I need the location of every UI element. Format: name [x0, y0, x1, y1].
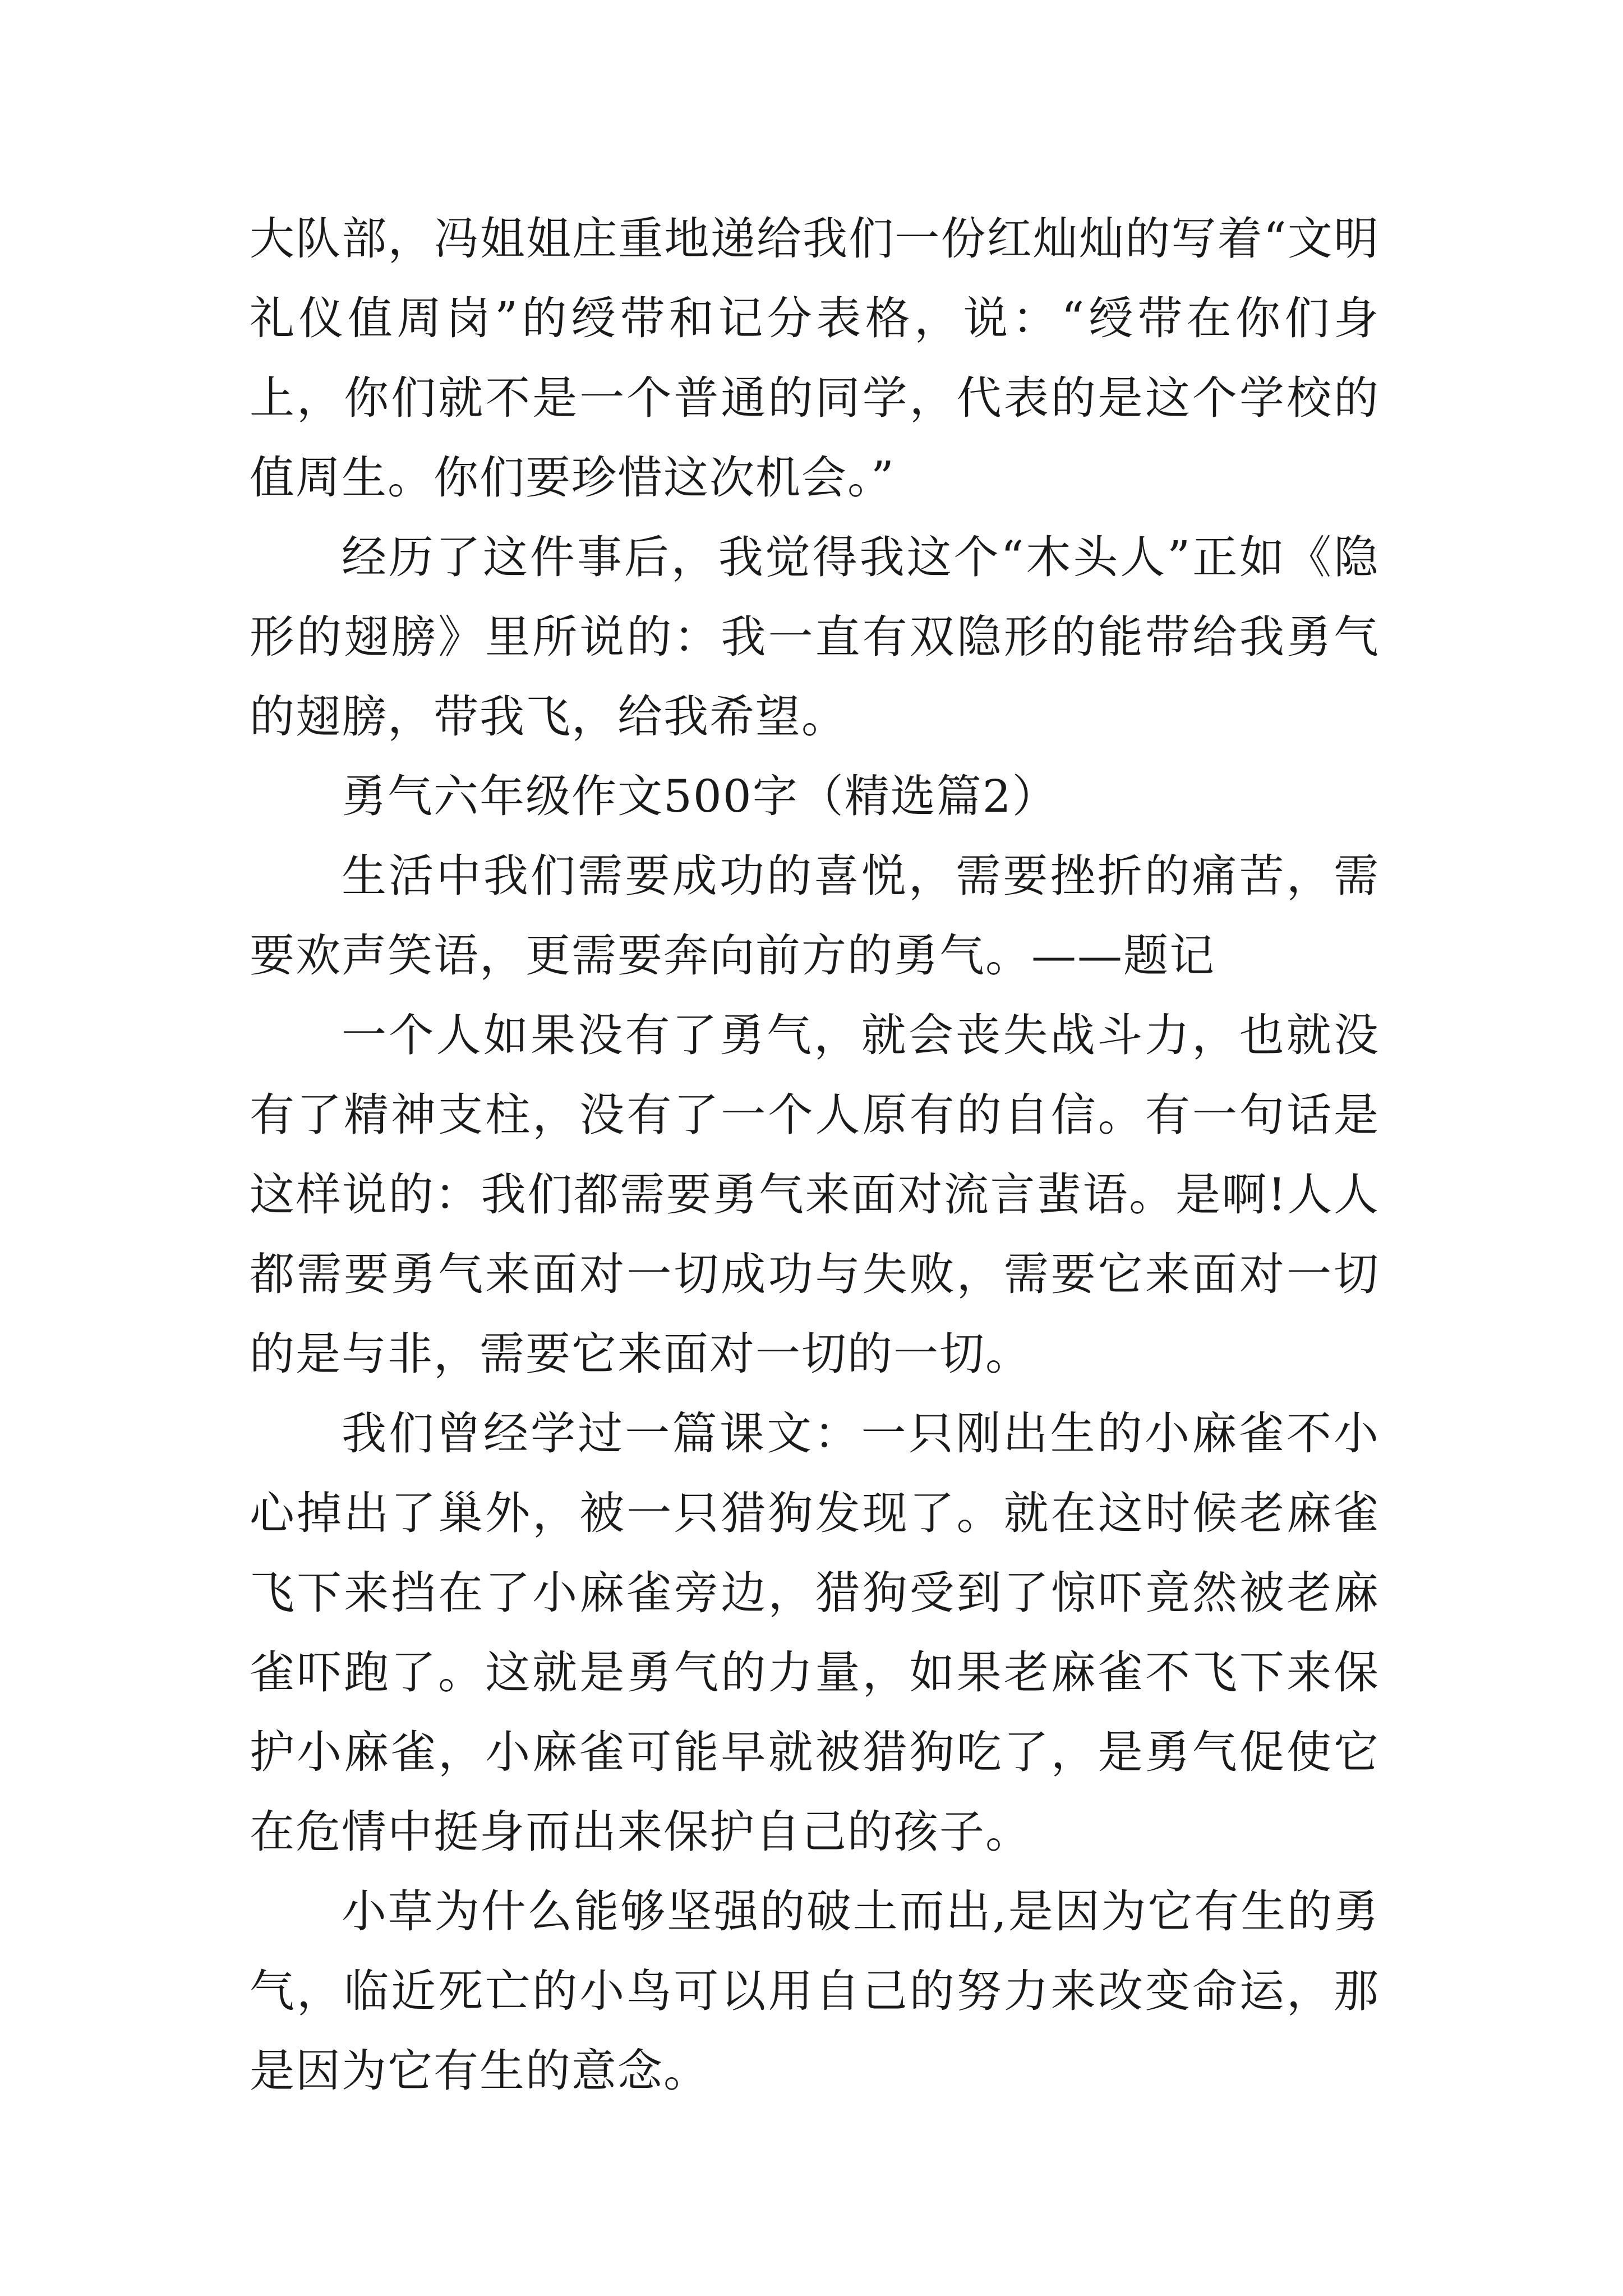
paragraph: 大队部，冯姐姐庄重地递给我们一份红灿灿的写着“文明礼仪值周岗”的绶带和记分表格，说：“绶带在你们身上，你们就不是一个普通的同学，代表的是这个学校的值周生。你们要珍惜这次机会。” [250, 213, 1380, 504]
document-body [250, 199, 1380, 2111]
paragraph: 小草为什么能够坚强的破土而出,是因为它有生的勇气，临近死亡的小鸟可以用自己的努力来改变命运，那是因为它有生的意念。 [250, 1885, 1380, 2097]
paragraph: 一个人如果没有了勇气，就会丧失战斗力，也就没有了精神支柱，没有了一个人原有的自信。有一句话是这样说的：我们都需要勇气来面对流言蜚语。是啊!人人都需要勇气来面对一切成功与失败，需要它来面对一切的是与非，需要它来面对一切的一切。 [250, 1009, 1380, 1380]
section-heading: 勇气六年级作文500字（精选篇2） [342, 770, 1058, 822]
paragraph: 经历了这件事后，我觉得我这个“木头人”正如《隐形的翅膀》里所说的：我一直有双隐形的能带给我勇气的翅膀，带我飞，给我希望。 [250, 531, 1380, 743]
paragraph: 我们曾经学过一篇课文：一只刚出生的小麻雀不小心掉出了巢外，被一只猎狗发现了。就在这时候老麻雀飞下来挡在了小麻雀旁边，猎狗受到了惊吓竟然被老麻雀吓跑了。这就是勇气的力量，如果老麻雀不飞下来保护小麻雀，小麻雀可能早就被猎狗吃了，是勇气促使它在危情中挺身而出来保护自己的孩子。 [250, 1407, 1380, 1858]
paragraph: 生活中我们需要成功的喜悦，需要挫折的痛苦，需要欢声笑语，更需要奔向前方的勇气。——题记 [250, 850, 1380, 982]
